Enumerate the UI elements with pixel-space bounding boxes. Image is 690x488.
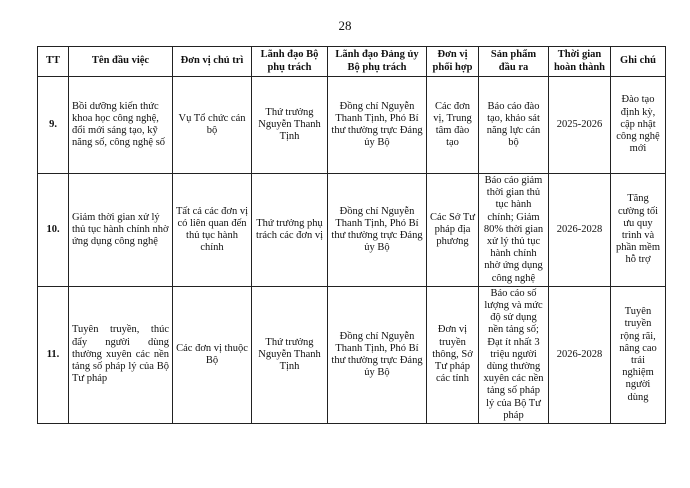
cell-output: Báo cáo số lượng và mức độ sử dụng nền tảng số; Đạt ít nhất 3 triệu người dùng thường xuyên các nền tảng số pháp lý của Bộ Tư pháp bbox=[479, 286, 549, 423]
cell-coord-unit: Đơn vị truyền thông, Sở Tư pháp các tỉnh bbox=[427, 286, 479, 423]
table-row bbox=[38, 174, 666, 287]
cell-coord-unit: Các đơn vị, Trung tâm đào tạo bbox=[427, 77, 479, 174]
table-row bbox=[38, 77, 666, 174]
cell-task: Tuyên truyền, thúc đẩy người dùng thường xuyên các nền tảng số pháp lý của Bộ Tư pháp bbox=[69, 286, 173, 423]
header-note: Ghi chú bbox=[611, 47, 666, 77]
cell-party-leader: Đồng chí Nguyễn Thanh Tịnh, Phó Bí thư thường trực Đảng ủy Bộ bbox=[328, 77, 427, 174]
header-output: Sản phẩm đầu ra bbox=[479, 47, 549, 77]
cell-deadline: 2026-2028 bbox=[549, 174, 611, 287]
cell-task: Bồi dưỡng kiến thức khoa học công nghệ, đổi mới sáng tạo, kỹ năng số, công nghệ số bbox=[69, 77, 173, 174]
cell-note: Tăng cường tối ưu quy trình và phần mềm hỗ trợ bbox=[611, 174, 666, 287]
header-party-leader: Lãnh đạo Đảng ủy Bộ phụ trách bbox=[328, 47, 427, 77]
header-row bbox=[38, 47, 666, 77]
cell-note: Tuyên truyền rộng rãi, nâng cao trải nghiệm người dùng bbox=[611, 286, 666, 423]
cell-note: Đào tạo định kỳ, cập nhật công nghệ mới bbox=[611, 77, 666, 174]
cell-task: Giảm thời gian xử lý thủ tục hành chính nhờ ứng dụng công nghệ bbox=[69, 174, 173, 287]
header-ministry-leader: Lãnh đạo Bộ phụ trách bbox=[252, 47, 328, 77]
cell-output: Báo cáo giảm thời gian thủ tục hành chính; Giảm 80% thời gian xử lý thủ tục hành chính nhờ ứng dụng công nghệ bbox=[479, 174, 549, 287]
table-row bbox=[38, 286, 666, 423]
cell-lead-unit: Vụ Tổ chức cán bộ bbox=[173, 77, 252, 174]
cell-party-leader: Đồng chí Nguyễn Thanh Tịnh, Phó Bí thư thường trực Đảng ủy Bộ bbox=[328, 286, 427, 423]
header-coord-unit: Đơn vị phối hợp bbox=[427, 47, 479, 77]
header-lead-unit: Đơn vị chủ trì bbox=[173, 47, 252, 77]
cell-deadline: 2026-2028 bbox=[549, 286, 611, 423]
cell-party-leader: Đồng chí Nguyễn Thanh Tịnh, Phó Bí thư thường trực Đảng ủy Bộ bbox=[328, 174, 427, 287]
cell-ministry-leader: Thứ trưởng Nguyễn Thanh Tịnh bbox=[252, 77, 328, 174]
header-tt: TT bbox=[38, 47, 69, 77]
cell-lead-unit: Các đơn vị thuộc Bộ bbox=[173, 286, 252, 423]
task-table bbox=[37, 46, 666, 424]
cell-coord-unit: Các Sở Tư pháp địa phương bbox=[427, 174, 479, 287]
cell-lead-unit: Tất cả các đơn vị có liên quan đến thủ tục hành chính bbox=[173, 174, 252, 287]
header-deadline: Thời gian hoàn thành bbox=[549, 47, 611, 77]
cell-tt: 11. bbox=[38, 286, 69, 423]
cell-output: Báo cáo đào tạo, khảo sát năng lực cán bộ bbox=[479, 77, 549, 174]
cell-deadline: 2025-2026 bbox=[549, 77, 611, 174]
cell-tt: 9. bbox=[38, 77, 69, 174]
cell-ministry-leader: Thứ trưởng Nguyễn Thanh Tịnh bbox=[252, 286, 328, 423]
page-number: 28 bbox=[338, 18, 352, 33]
header-task: Tên đầu việc bbox=[69, 47, 173, 77]
cell-ministry-leader: Thứ trưởng phụ trách các đơn vị bbox=[252, 174, 328, 287]
cell-tt: 10. bbox=[38, 174, 69, 287]
